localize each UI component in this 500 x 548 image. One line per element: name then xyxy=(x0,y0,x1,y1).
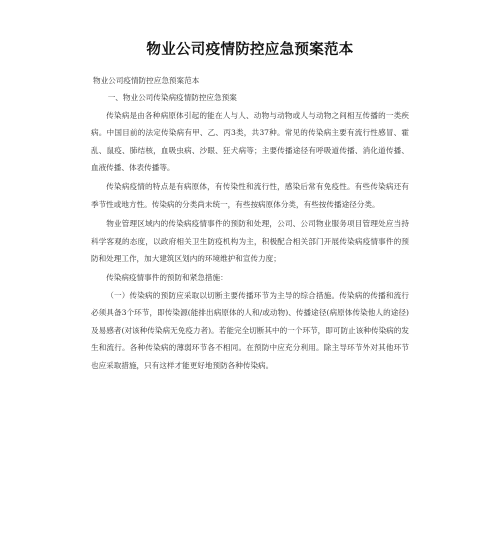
document-subtitle: 物业公司疫情防控应急预案范本 xyxy=(93,76,200,85)
paragraph: 传染病疫情事件的预防和紧急措施： xyxy=(106,273,228,283)
paragraph: 传染病是由各种病原体引起的能在人与人、动物与动物或人与动物之间相互传播的一类疾病。中国目前的法定传染病有甲、乙、丙3类，共37种。常见的传染病主要有流行性感冒、霍乱、鼠疫、肺结核，血吸虫病、沙眼、狂犬病等；主要传播途径有呼吸道传播、消化道传播、血液传播、体表传播等。 xyxy=(91,110,409,173)
section-heading: 一、物业公司传染病疫情防控应急预案 xyxy=(107,93,237,103)
paragraph: 物业管理区域内的传染病疫情事件的预防和处理，公司、公司物业服务项目管理处应当持科学客观的态度，以政府相关卫生防疫机构为主，积极配合相关部门开展传染病疫情事件的预防和处理工作，加大建筑区划内的环境维护和宣传力度； xyxy=(91,219,409,264)
paragraph: 传染病疫情的特点是有病原体，有传染性和流行性，感染后常有免疫性。有些传染病还有季节性或地方性。传染病的分类尚未统一，有些按病原体分类，有些按传播途径分类。 xyxy=(91,182,409,209)
document-body xyxy=(91,72,409,374)
document-title: 物业公司疫情防控应急预案范本 xyxy=(146,42,354,58)
paragraph: （一）传染病的预防应采取以切断主要传播环节为主导的综合措施。传染病的传播和流行必须具备3个环节，即传染源(能排出病原体的人和/或动物)、传播途径(病原体传染他人的途径)及易感者(对该种传染病无免疫力者)。若能完全切断其中的一个环节，即可防止该种传染病的发生和流行。各种传染病的薄弱环节各不相同。在预防中应充分利用。除主导环节外对其他环节也应采取措施，只有这样才能更好地预防各种传染病。 xyxy=(91,290,409,370)
